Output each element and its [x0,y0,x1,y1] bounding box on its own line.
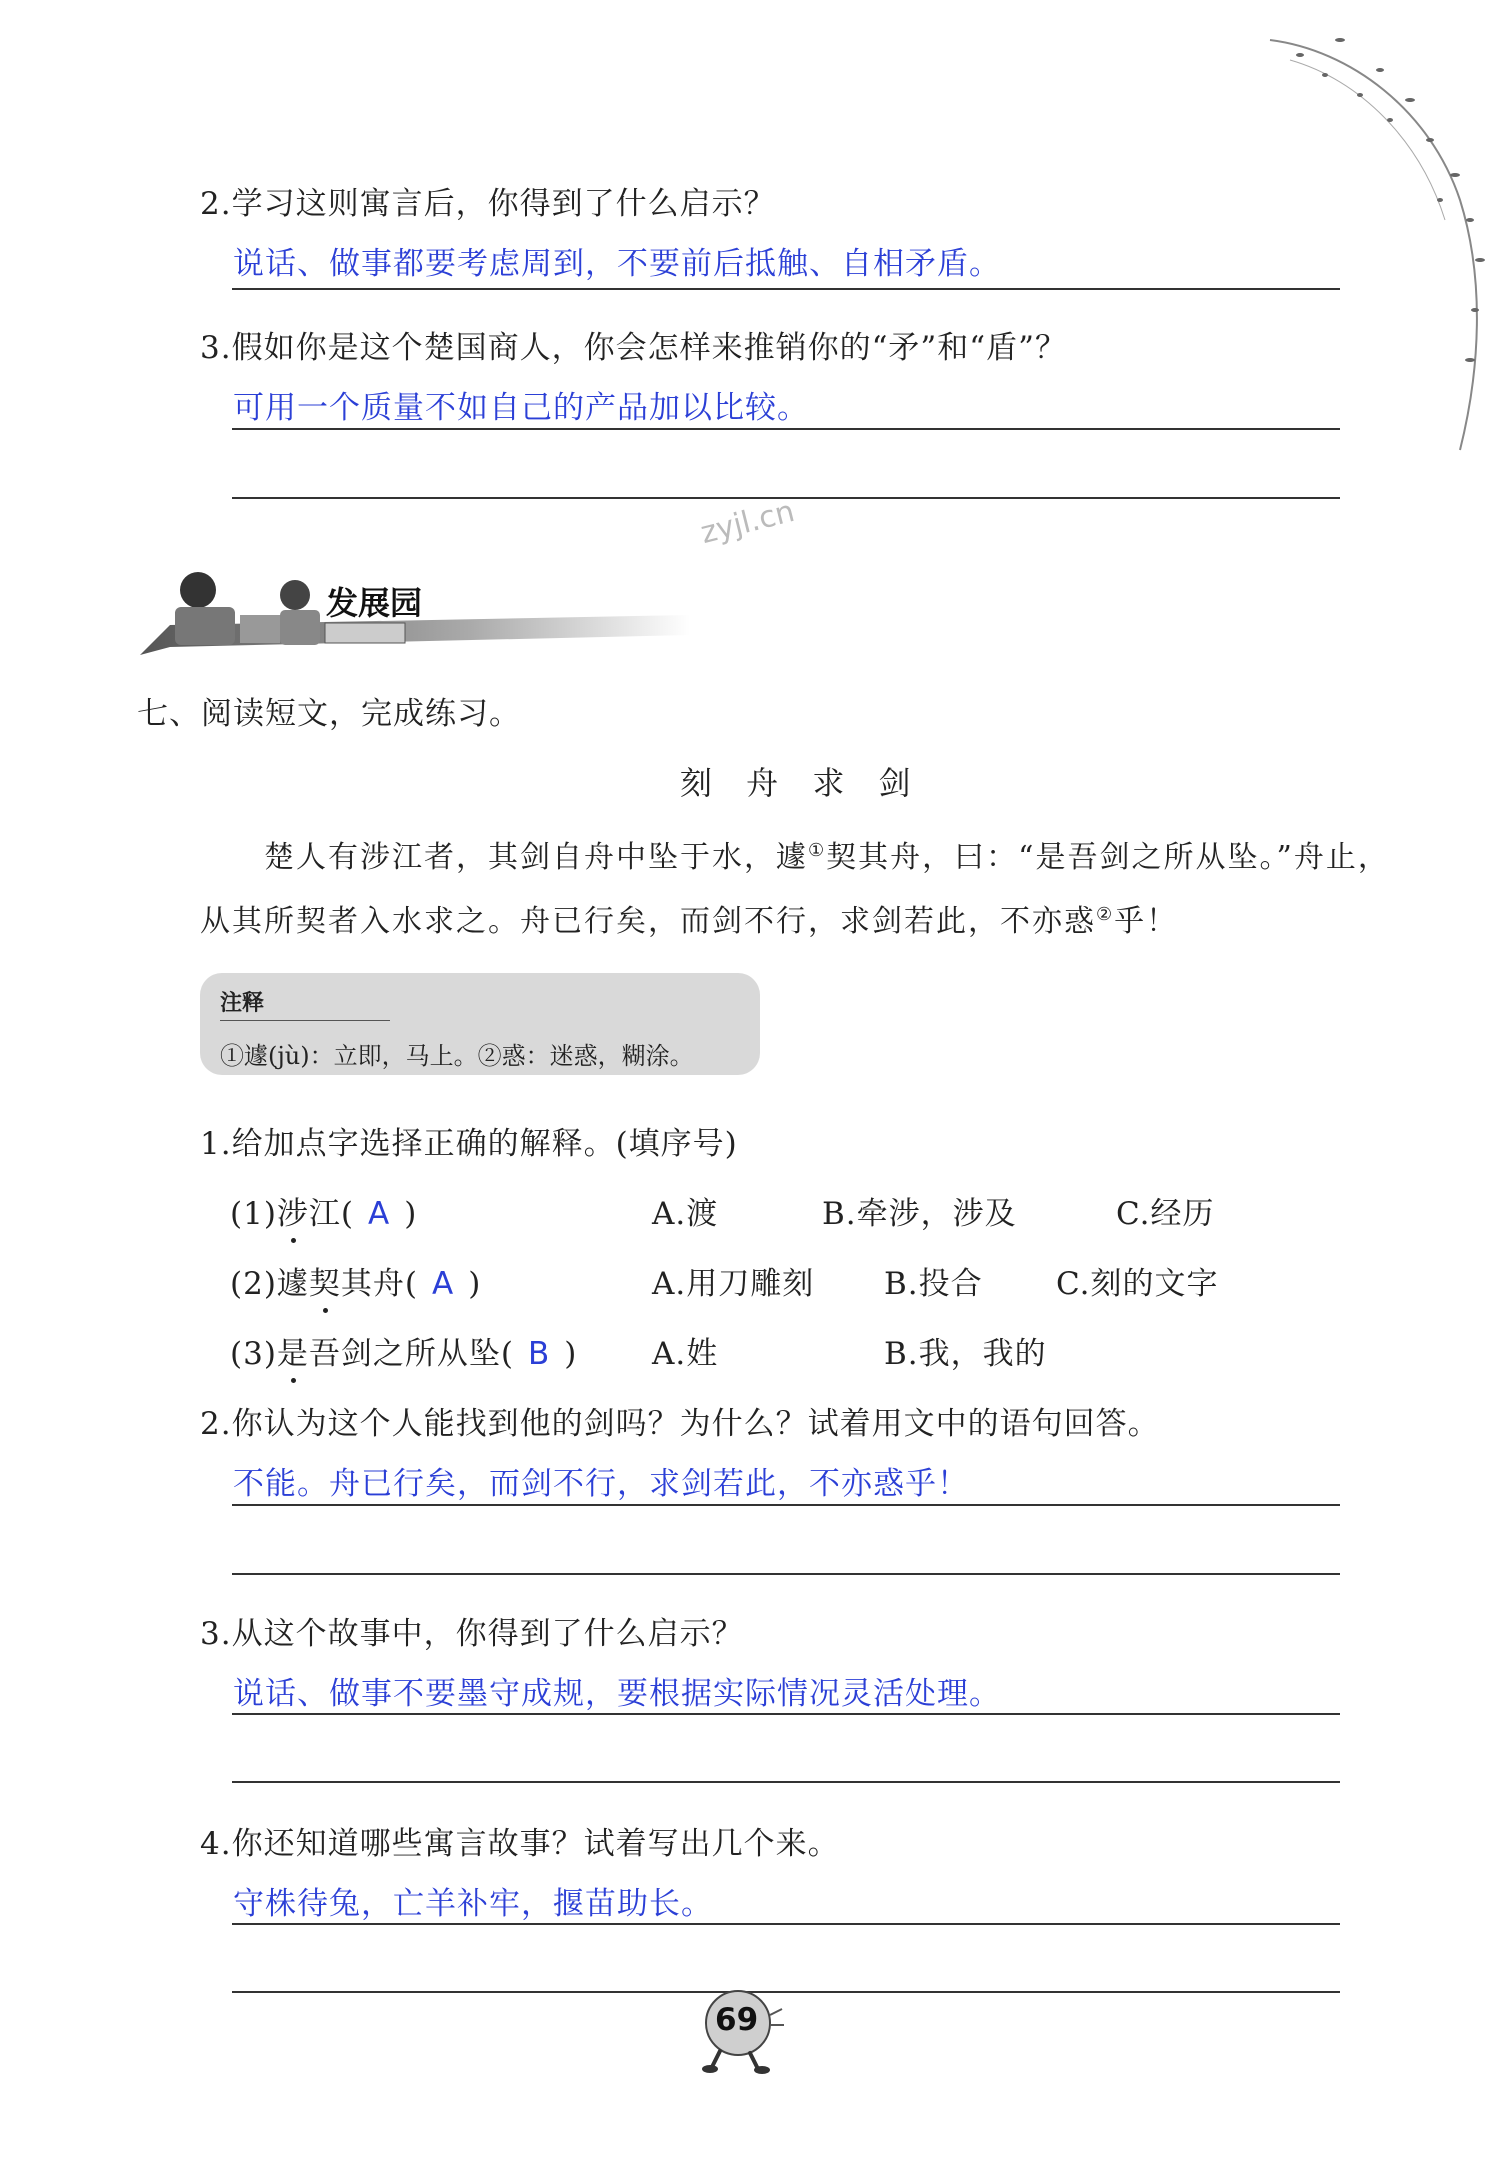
item-text: 江( [308,1196,355,1232]
q1-prompt: 1.给加点字选择正确的解释。(填序号) [200,1126,738,1162]
notes-text: ①遽(jù)：立即，马上。②惑：迷惑，糊涂。 [220,1042,694,1070]
q2-prompt: 2.你认为这个人能找到他的剑吗？为什么？试着用文中的语句回答。 [200,1406,1160,1442]
answer-line [232,288,1340,290]
question-3-prompt: 3.假如你是这个楚国商人，你会怎样来推销你的“矛”和“盾”？ [200,330,1067,366]
q2-answer: 不能。舟已行矣，而剑不行，求剑若此，不亦惑乎！ [233,1466,969,1502]
item-text: (3) [230,1336,277,1372]
option: B.投合 [884,1266,983,1302]
footnote-marker: ① [808,840,827,861]
item-text: (1) [230,1196,277,1232]
item-text: ) [468,1266,482,1302]
dotted-char: 涉 [277,1188,309,1233]
exercise-heading: 七、阅读短文，完成练习。 [137,696,521,732]
passage-line-1 [264,832,1390,876]
passage-text: 契其舟，曰：“是吾剑之所从坠。”舟止， [826,840,1390,875]
dotted-char: 契 [309,1258,341,1303]
option: B.牵涉，涉及 [822,1196,1017,1232]
passage-line-2 [200,896,1178,940]
item-answer: B [528,1336,551,1372]
answer-line [232,1923,1340,1925]
q1-item-3 [230,1328,577,1373]
passage-text: 楚人有涉江者，其剑自舟中坠于水，遽 [264,840,808,875]
answer-line [232,1781,1340,1783]
option: C.经历 [1116,1196,1215,1232]
page-number: 69 [715,2002,759,2038]
watermark: zyjl.cn [697,494,799,551]
option: A.渡 [652,1196,719,1232]
option: A.姓 [652,1336,719,1372]
item-answer: A [368,1196,391,1232]
question-3-answer: 可用一个质量不如自己的产品加以比较。 [233,390,809,426]
q4-prompt: 4.你还知道哪些寓言故事？试着写出几个来。 [200,1826,840,1862]
item-text: ) [404,1196,418,1232]
notes-divider [220,1020,390,1021]
q1-item-1 [230,1188,417,1233]
dotted-char: 是 [277,1328,309,1373]
answer-line [232,1713,1340,1715]
q3-prompt: 3.从这个故事中，你得到了什么启示？ [200,1616,744,1652]
footnote-marker: ② [1096,904,1115,925]
option: C.刻的文字 [1056,1266,1219,1302]
item-text: (2)遽 [230,1266,309,1302]
item-answer: A [432,1266,455,1302]
answer-line [232,428,1340,430]
q4-answer: 守株待兔，亡羊补牢，揠苗助长。 [233,1886,713,1922]
item-text: ) [564,1336,578,1372]
option: B.我，我的 [884,1336,1047,1372]
passage-title: 刻 舟 求 剑 [680,764,923,802]
q1-item-2 [230,1258,481,1303]
passage-text: 乎！ [1114,904,1179,939]
passage-text: 从其所契者入水求之。舟已行矣，而剑不行，求剑若此，不亦惑 [200,904,1096,939]
notes-title: 注释 [220,991,265,1016]
question-2-prompt: 2.学习这则寓言后，你得到了什么启示？ [200,186,776,222]
q3-answer: 说话、做事不要墨守成规，要根据实际情况灵活处理。 [233,1676,1001,1712]
question-2-answer: 说话、做事都要考虑周到，不要前后抵触、自相矛盾。 [233,246,1001,282]
section-title: 发展园 [326,584,423,622]
answer-line [232,1504,1340,1506]
item-text: 其舟( [340,1266,419,1302]
option: A.用刀雕刻 [652,1266,815,1302]
corner-floral-decoration [1230,0,1500,470]
answer-line [232,1573,1340,1575]
item-text: 吾剑之所从坠( [308,1336,515,1372]
